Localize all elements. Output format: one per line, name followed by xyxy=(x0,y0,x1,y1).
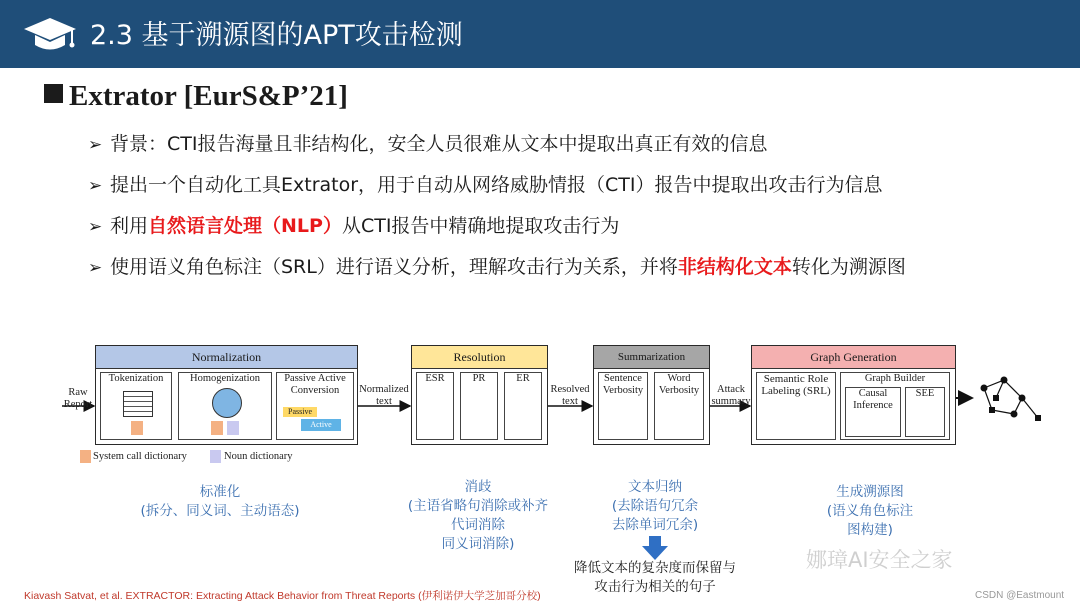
raw-report-label: Raw Report xyxy=(63,387,93,410)
bullet-item xyxy=(88,211,619,238)
bullet-item xyxy=(88,252,906,279)
sentence-verbosity-label: Sentence Verbosity xyxy=(602,373,644,396)
watermark: 娜璋AI安全之家 xyxy=(806,548,953,572)
causal-inference-block xyxy=(845,387,901,437)
arrow-bullet-icon: ➢ xyxy=(88,135,103,155)
causal-inference-label: Causal Inference xyxy=(853,388,893,411)
provenance-graph-icon xyxy=(981,377,1042,422)
summary-note: 降低文本的复杂度而保留与 攻击行为相关的句子 xyxy=(574,560,736,595)
highlight-text: 自然语言处理（NLP） xyxy=(148,215,342,237)
dictionary-icon xyxy=(227,421,239,435)
homogenization-label: Homogenization xyxy=(190,373,260,384)
annotation-graph: 生成溯源图 (语义角色标注 图构建) xyxy=(826,484,914,538)
square-bullet-icon xyxy=(44,84,63,103)
citation: Kiavash Satvat, et al. EXTRACTOR: Extracting Attack Behavior from Threat Reports (伊利诺伊大学芝加哥分校) xyxy=(24,590,541,602)
er-block xyxy=(504,372,542,440)
summarization-title: Summarization xyxy=(594,346,709,369)
graph-builder-label: Graph Builder xyxy=(864,373,926,384)
esr-label: ESR xyxy=(425,373,445,384)
normalization-title: Normalization xyxy=(96,346,357,369)
passive-active-label: Passive Active Conversion xyxy=(284,373,346,396)
section-title: Extrator [EurS&P’21] xyxy=(69,80,348,112)
legend-syscall: System call dictionary xyxy=(93,451,187,462)
highlight-text: 非结构化文本 xyxy=(677,256,792,278)
word-verbosity-block xyxy=(654,372,704,440)
bullet-text: 转化为溯源图 xyxy=(791,256,906,278)
word-verbosity-label: Word Verbosity xyxy=(658,373,700,396)
section-heading xyxy=(44,80,348,113)
graduation-cap-icon xyxy=(22,12,78,56)
srl-block xyxy=(756,372,836,440)
homogenization-block xyxy=(178,372,272,440)
active-tag: Active xyxy=(301,419,341,431)
legend-noun: Noun dictionary xyxy=(224,451,293,462)
annotation-summarization: 文本归纳 (去除语句冗余 去除单词冗余) xyxy=(611,479,699,533)
resolution-title: Resolution xyxy=(412,346,547,369)
dictionary-icon xyxy=(80,450,91,463)
dictionary-icon xyxy=(131,421,143,435)
graph-builder-block xyxy=(840,372,950,440)
passive-tag: Passive xyxy=(283,407,317,417)
arrow-bullet-icon: ➢ xyxy=(88,258,103,278)
normalized-text-label: Normalized text xyxy=(359,384,409,407)
attack-summary-label: Attack summary xyxy=(711,384,751,407)
pipeline-diagram xyxy=(60,340,1060,470)
down-arrow-icon xyxy=(642,536,668,560)
srl-label: Semantic Role Labeling (SRL) xyxy=(761,373,831,397)
bullet-text: 使用语义角色标注（SRL）进行语义分析，理解攻击行为关系，并将 xyxy=(110,256,678,278)
pr-label: PR xyxy=(472,373,486,384)
bullet-item xyxy=(88,129,767,156)
sentence-verbosity-block xyxy=(598,372,648,440)
document-icon xyxy=(123,391,153,417)
csdn-credit: CSDN @Eastmount xyxy=(975,590,1065,601)
bullet-text: 背景：CTI报告海量且非结构化，安全人员很难从文本中提取出真正有效的信息 xyxy=(110,133,768,155)
graph-generation-stage xyxy=(751,345,956,445)
bullet-text: 提出一个自动化工具Extrator，用于自动从网络威胁情报（CTI）报告中提取出攻击行为信息 xyxy=(110,174,883,196)
pr-block xyxy=(460,372,498,440)
slide-title: 2.3 基于溯源图的APT攻击检测 xyxy=(90,20,463,51)
bullet-text: 从CTI报告中精确地提取攻击行为 xyxy=(341,215,620,237)
esr-block xyxy=(416,372,454,440)
see-label: SEE xyxy=(915,388,935,399)
dictionary-icon xyxy=(211,421,223,435)
resolved-text-label: Resolved text xyxy=(550,384,590,407)
arrow-bullet-icon: ➢ xyxy=(88,217,103,237)
network-icon xyxy=(212,388,242,418)
annotation-normalization: 标准化 (拆分、同义词、主动语态) xyxy=(140,484,300,519)
tokenization-block xyxy=(100,372,172,440)
graph-generation-title: Graph Generation xyxy=(752,346,955,369)
passive-active-block xyxy=(276,372,354,440)
dictionary-icon xyxy=(210,450,221,463)
bullet-item xyxy=(88,170,883,197)
arrow-bullet-icon: ➢ xyxy=(88,176,103,196)
annotation-resolution: 消歧 (主语省略句消除或补齐 代词消除 同义词消除) xyxy=(407,479,549,552)
tokenization-label: Tokenization xyxy=(108,373,164,384)
er-label: ER xyxy=(516,373,530,384)
bullet-text: 利用 xyxy=(110,215,149,237)
see-block xyxy=(905,387,945,437)
normalization-stage xyxy=(95,345,358,445)
summarization-stage xyxy=(593,345,710,445)
resolution-stage xyxy=(411,345,548,445)
